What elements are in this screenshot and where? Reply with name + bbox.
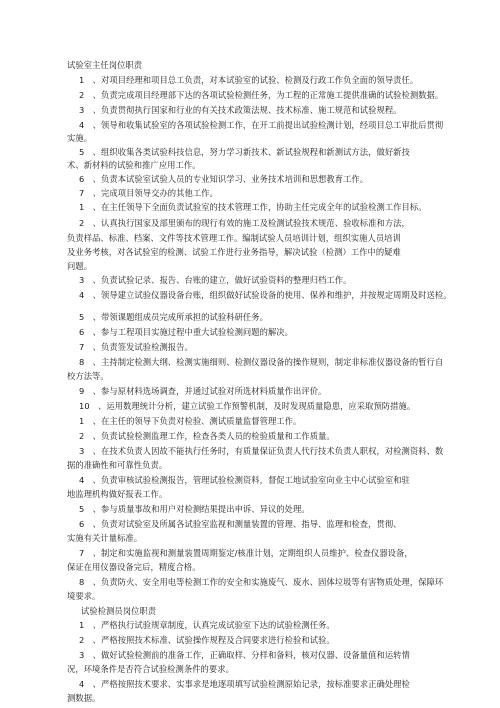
list-item-continuation: 校方法等。 xyxy=(67,371,109,381)
list-item: 6 、负责对试验室及所属各试验室监视和测量装置的管理、指导、监理和检查，贯彻、 xyxy=(79,519,402,529)
list-item: 6 、负责本试验室试验人员的专业知识学习、业务技术培训和思想教育工作。 xyxy=(79,174,369,184)
list-item-continuation: 负责样品、标准、档案、文件等技术管理工作。编制试验人员培训计划，组织实施人员培训 xyxy=(67,233,401,243)
list-item: 4 、严格按照技术要求、实事求是地逐项填写试验检测原始记录，按标准要求正确处理检 xyxy=(79,679,410,689)
list-item-continuation: 地监理机构做好报表工作。 xyxy=(67,489,168,499)
list-item: 2 、负责完成项目经理部下达的各项试验检测任务，为工程的正常施工提供准确的试验检测数据。 xyxy=(79,90,444,100)
list-item: 10 、运用数理统计分析，建立试验工作预警机制，及时发现质量隐患，应采取预防措施。 xyxy=(79,401,416,411)
list-item: 5 、组织收集各类试验科技信息，努力学习新技术、新试验规程和新测试方法，做好新技 xyxy=(79,147,410,157)
list-item-continuation: 及业务考核，对各试验室的检测、试验工作进行业务指导，解决试验（检测）工作中的疑难 xyxy=(67,247,401,257)
list-item: 1 、在主任领导下全面负责试验室的技术管理工作，协助主任完成全年的试验检测工作目标。 xyxy=(79,202,427,212)
list-item: 3 、在技术负责人因故不能执行任务时，有质量保证负责人代行技术负责人职权，对检测资料、数 xyxy=(79,446,444,456)
list-item: 9 、参与原材料选场调查，并通过试验对所选材料质量作出评价。 xyxy=(79,386,327,396)
list-item: 4 、负责审核试验检测报告，管理试验检测资料，督促工地试验室向业主中心试验室和驻 xyxy=(79,475,410,485)
list-item-continuation: 实施有关计量标准。 xyxy=(67,533,143,543)
list-item-continuation: 据的准确性和可靠性负责。 xyxy=(67,460,168,470)
list-item-continuation: 境要求。 xyxy=(67,591,101,601)
list-item: 2 、负责试验检测监理工作，检查各类人员的检验质量和工作质量。 xyxy=(79,431,335,441)
list-item: 1 、严格执行试验规章制度，认真完成试验室下达的试验检测任务。 xyxy=(79,620,335,630)
list-item: 3 、负责试验记录、报告、台账的建立，做好试验资料的整理归档工作。 xyxy=(79,275,352,285)
list-item: 7 、负责签发试验检测报告。 xyxy=(79,342,193,352)
list-item: 8 、主持制定检测大纲、检测实施细则、检测仪器设备的操作规则，制定非标准仪器设备的暂行自 xyxy=(79,357,444,367)
list-item-continuation: 实施。 xyxy=(67,133,93,143)
list-item: 6 、参与工程项目实施过程中重大试验检测问题的解决。 xyxy=(79,327,294,337)
list-item-continuation: 术、新材料的试验和推广应用工作。 xyxy=(67,160,201,170)
section-heading: 试验检测员岗位职责 xyxy=(81,606,157,616)
list-item: 3 、做好试验检测前的准备工作，正确取样、分样和备料，核对仪器、设备量值和运转情 xyxy=(79,650,410,660)
list-item-continuation: 测数据。 xyxy=(67,693,101,703)
list-item-continuation: 况，环境条件是否符合试验检测条件的要求。 xyxy=(67,664,234,674)
list-item-continuation: 保证在用仪器设备完后，精度合格。 xyxy=(67,562,201,572)
list-item: 1 、对项目经理和项目总工负责，对本试验室的试验、检测及行政工作负全面的领导责任。 xyxy=(79,75,419,85)
list-item: 2 、认真执行国家及部里颁布的现行有效的施工及检测试验技术规范、验收标准和方法， xyxy=(79,218,410,228)
list-item: 5 、参与质量事故和用户对检测结果提出申诉、异议的处理。 xyxy=(79,504,310,514)
list-item: 7 、制定和实施监视和测量装置周期鉴定/核准计划，定期组织人员维护、检查仪器设备， xyxy=(79,548,413,558)
list-item: 1 、在主任的领导下负责对检验、测试质量监督管理工作。 xyxy=(79,416,302,426)
list-item: 4 、领导和收集试验室的各项试验检测工作，在开工前提出试验检测计划，经项目总工审批后贯彻 xyxy=(79,120,444,130)
list-item: 7 、完成项目领导交办的其他工作。 xyxy=(79,188,218,198)
list-item: 2 、严格按照技术标准、试验操作规程及合同要求进行检验和试验。 xyxy=(79,635,335,645)
list-item-continuation: 问题。 xyxy=(67,261,93,271)
list-item: 8 、负责防火、安全用电等检测工作的安全和实施废气、废水、固体垃圾等有害物质处理，保障环 xyxy=(79,577,444,587)
list-item: 3 、负责贯彻执行国家和行业的有关技术政策法规、技术标准、施工规范和试验规程。 xyxy=(79,105,402,115)
list-item: 4 、领导建立试验仪器设备台账，组织做好试验设备的使用、保养和维护，并按规定周期及时送检。 xyxy=(79,290,452,300)
list-item: 5 、带领课题组成员完成所承担的试验科研任务。 xyxy=(79,312,268,322)
page-title: 试验室主任岗位职责 xyxy=(67,60,143,70)
